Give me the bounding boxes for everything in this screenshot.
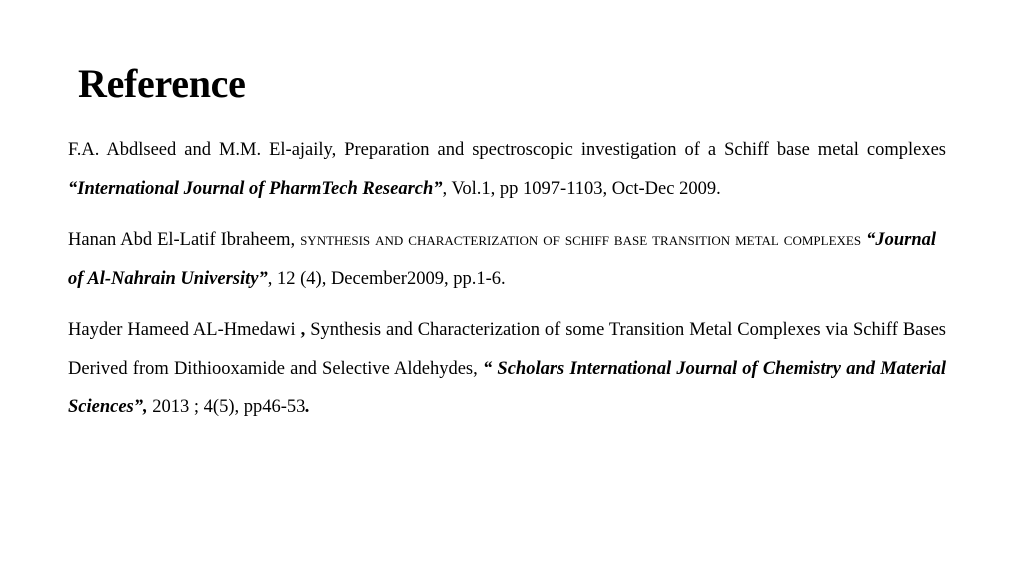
reference-details: , 12 (4), December2009, pp.1-6.: [267, 268, 506, 289]
reference-details: 2013 ; 4(5), pp46-53: [147, 397, 306, 417]
reference-journal: “International Journal of PharmTech Research”: [68, 178, 443, 199]
reference-journal: “Journal of Al-Nahrain University”: [68, 230, 936, 289]
reference-list: [68, 131, 946, 427]
reference-authors: Hayder Hameed AL-Hmedawi: [68, 320, 296, 340]
reference-article-title: Preparation and spectroscopic investigation of a Schiff base metal complexes: [344, 140, 946, 160]
reference-authors: F.A. Abdlseed and M.M. El-ajaily: [68, 140, 332, 160]
reference-item: [68, 221, 936, 298]
page-title: Reference: [78, 61, 246, 106]
reference-item: [68, 131, 946, 208]
reference-separator: ,: [331, 140, 345, 160]
reference-journal: “ Scholars International Journal of Chemistry and Material Sciences”,: [68, 358, 946, 417]
reference-article-title: synthesis and characterization of schiff base transition metal complexes: [300, 230, 862, 250]
reference-separator: ,: [290, 230, 301, 250]
reference-item: [68, 311, 946, 427]
reference-separator: ,: [295, 320, 311, 340]
reference-article-title: Synthesis and Characterization of some Transition Metal Complexes via Schiff Bases Derived from Dithiooxamide and Selective Aldehydes,: [68, 320, 946, 379]
reference-authors: Hanan Abd El-Latif Ibraheem: [68, 230, 291, 250]
reference-details: , Vol.1, pp 1097-1103, Oct-Dec 2009.: [442, 178, 721, 199]
reference-end-period: .: [305, 397, 311, 417]
